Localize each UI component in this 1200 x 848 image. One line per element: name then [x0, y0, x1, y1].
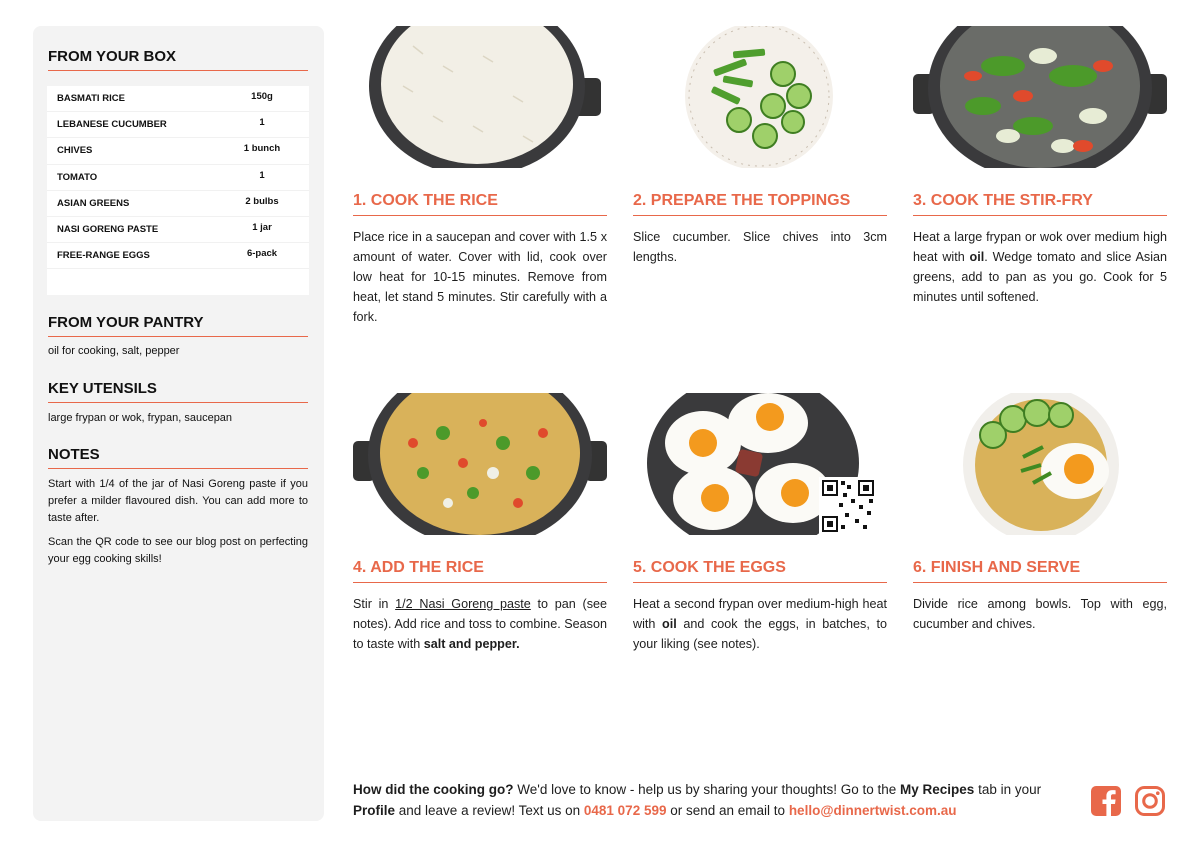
footer-text: tab in your	[974, 782, 1042, 797]
table-row	[47, 217, 309, 243]
table-row	[47, 138, 309, 164]
eggs-pan-photo	[633, 393, 887, 535]
ingredient-name: BASMATI RICE	[57, 93, 125, 105]
step-text: and cook the eggs, in batches, to your liking (see notes).	[633, 617, 887, 651]
ingredients-table	[47, 86, 309, 295]
footer-text: or send an email to	[666, 803, 789, 818]
utensils-heading: KEY UTENSILS	[48, 380, 308, 403]
ingredient-qty: 150g	[251, 91, 273, 103]
step-title: 2. PREPARE THE TOPPINGS	[633, 192, 887, 216]
step-body	[353, 594, 607, 654]
step-body	[913, 227, 1167, 307]
table-spacer	[47, 269, 309, 295]
notes-text-2: Scan the QR code to see our blog post on perfecting your egg cooking skills!	[48, 536, 308, 565]
ingredient-name: ASIAN GREENS	[57, 197, 130, 209]
notes-heading: NOTES	[48, 446, 308, 469]
step-title: 4. ADD THE RICE	[353, 559, 607, 583]
rice-pan-photo	[353, 26, 607, 168]
step-title: 5. COOK THE EGGS	[633, 559, 887, 583]
step-text-bold: salt and pepper.	[423, 637, 520, 651]
facebook-icon[interactable]	[1090, 785, 1122, 817]
pantry-text: oil for cooking, salt, pepper	[48, 345, 180, 357]
step-title: 3. COOK THE STIR-FRY	[913, 192, 1167, 216]
step-text-underline: 1/2 Nasi Goreng paste	[395, 597, 531, 611]
ingredient-name: CHIVES	[57, 145, 93, 157]
phone-link[interactable]: 0481 072 599	[583, 803, 667, 818]
profile-link[interactable]: Profile	[353, 803, 396, 818]
review-footer	[353, 779, 1073, 821]
ingredients-sidebar	[33, 26, 324, 821]
step-text: Heat a second frypan over medium-high heat with	[633, 597, 887, 631]
email-link[interactable]: hello@dinnertwist.com.au	[788, 803, 957, 818]
ingredient-name: LEBANESE CUCUMBER	[57, 119, 167, 131]
qr-code	[819, 477, 877, 535]
step-body: Slice cucumber. Slice chives into 3cm lengths.	[633, 230, 887, 264]
table-row	[47, 165, 309, 191]
step-title: 1. COOK THE RICE	[353, 192, 607, 216]
footer-text: We'd love to know - help us by sharing your thoughts! Go to the	[513, 782, 901, 797]
ingredient-qty: 6-pack	[246, 248, 278, 260]
fried-rice-pan-photo	[353, 393, 607, 535]
table-row	[47, 112, 309, 138]
instagram-icon[interactable]	[1134, 785, 1166, 817]
from-box-heading: FROM YOUR BOX	[48, 48, 308, 71]
step-body: Divide rice among bowls. Top with egg, cucumber and chives.	[913, 597, 1167, 631]
ingredient-qty: 2 bulbs	[245, 195, 279, 207]
table-row	[47, 243, 309, 269]
step-text: to pan (see notes). Add rice and toss to combine. Season to taste with	[353, 597, 608, 651]
step-body: Place rice in a saucepan and cover with 1.5 x amount of water. Cover with lid, cook over low heat for 10-15 minutes. Remove from heat, let stand 5 minutes. Stir carefully with a fork.	[353, 230, 607, 324]
step-text-bold: oil	[662, 617, 677, 631]
ingredient-name: FREE-RANGE EGGS	[57, 250, 150, 262]
pantry-heading: FROM YOUR PANTRY	[48, 314, 308, 337]
ingredient-qty: 1 jar	[252, 222, 272, 234]
served-bowl-photo	[913, 393, 1167, 535]
step-text: Stir in	[353, 597, 396, 611]
utensils-text: large frypan or wok, frypan, saucepan	[48, 412, 233, 424]
ingredient-qty: 1	[259, 117, 265, 129]
notes-text-1: Start with 1/4 of the jar of Nasi Goreng paste if you prefer a milder flavoured dish. You can add more to taste after.	[48, 478, 308, 524]
step-text: . Wedge tomato and slice Asian greens, add to pan as you go. Cook for 5 minutes until softened.	[913, 250, 1168, 304]
footer-question: How did the cooking go?	[353, 782, 514, 797]
stir-fry-photo	[913, 26, 1167, 168]
ingredient-qty: 1	[259, 169, 265, 181]
step-text-bold: oil	[969, 250, 985, 264]
step-text: Heat a large frypan or wok over medium high heat with	[913, 230, 1167, 264]
toppings-plate-photo	[633, 26, 887, 168]
table-row	[47, 86, 309, 112]
step-body	[633, 594, 887, 654]
ingredient-name: NASI GORENG PASTE	[57, 224, 159, 236]
table-row	[47, 191, 309, 217]
footer-text: and leave a review! Text us on	[395, 803, 584, 818]
ingredient-qty: 1 bunch	[243, 143, 281, 155]
my-recipes-link[interactable]: My Recipes	[900, 782, 975, 797]
step-title: 6. FINISH AND SERVE	[913, 559, 1167, 583]
ingredient-name: TOMATO	[57, 171, 98, 183]
